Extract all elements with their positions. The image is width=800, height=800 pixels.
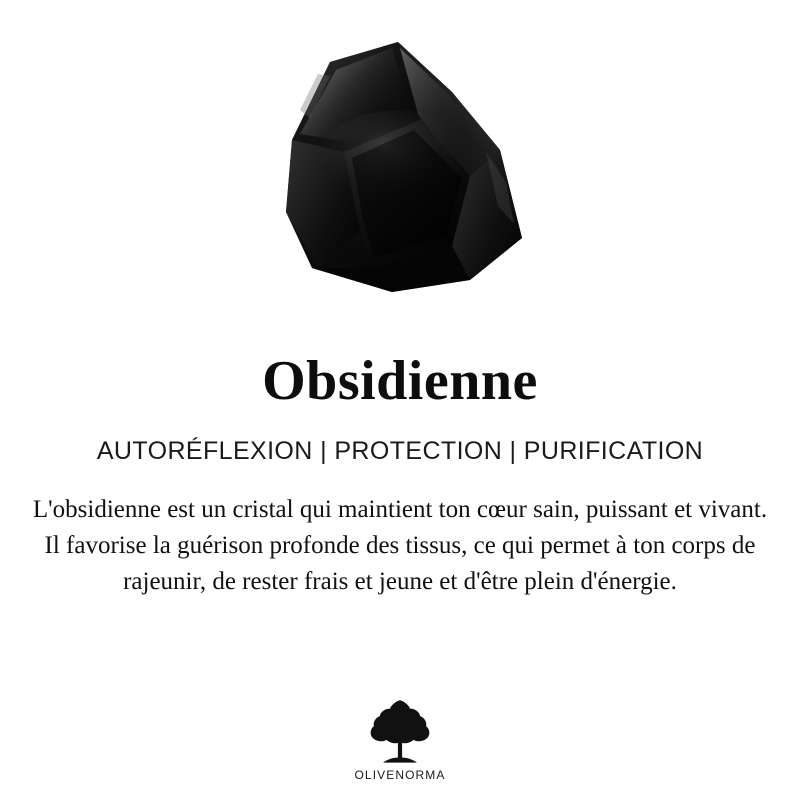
- obsidian-stone-image: [0, 0, 800, 330]
- description-text: L'obsidienne est un cristal qui maintient ton cœur sain, puissant et vivant. Il favorise la guérison profonde des tissus, ce qui permet à ton corps de rajeunir, de rester frais et jeune et d'être plein d'énergie.: [32, 495, 768, 595]
- stone-image-container: [0, 0, 800, 330]
- brand-name: OLIVENORMA: [354, 768, 446, 782]
- keyword-line: AUTORÉFLEXION | PROTECTION | PURIFICATION: [96, 436, 704, 465]
- tree-logo-icon: [357, 690, 443, 766]
- page-title: Obsidienne: [262, 350, 538, 412]
- brand-logo: [0, 690, 800, 782]
